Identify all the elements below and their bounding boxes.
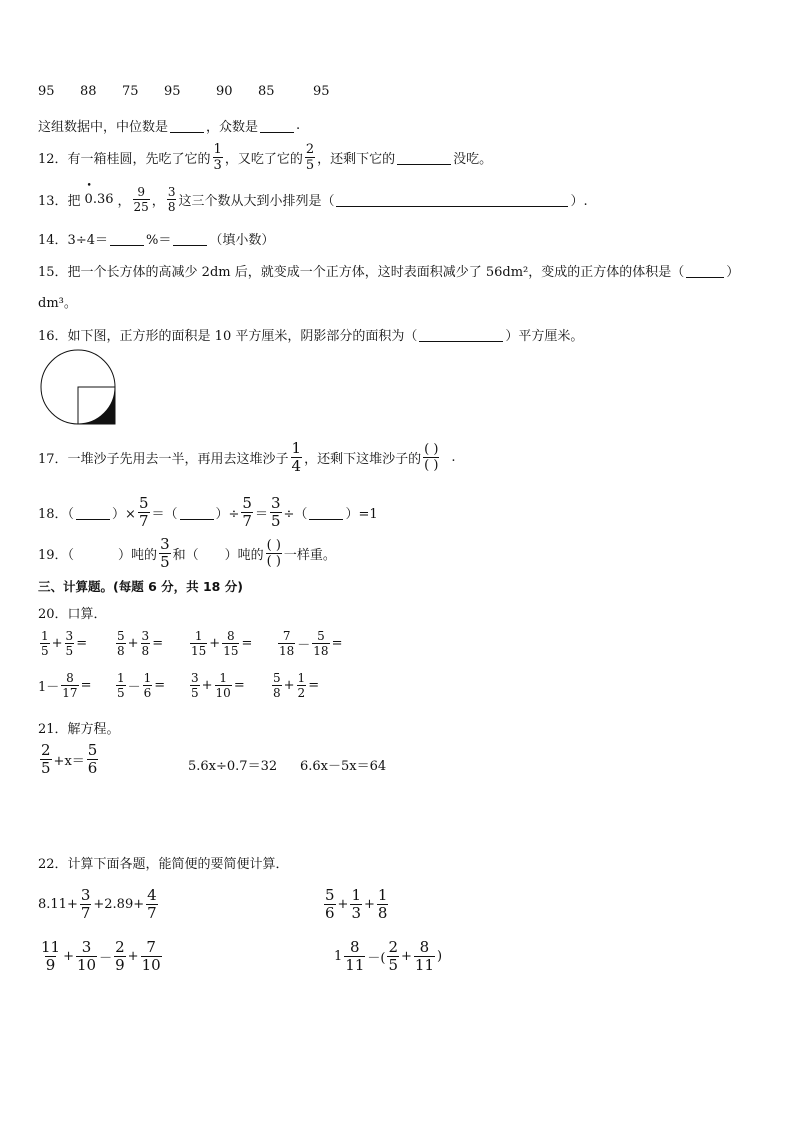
numerator: 5 [242,494,252,512]
question-text: ）吨的 [118,548,158,563]
question-text: ）. [570,194,588,209]
question-15-unit [38,292,77,311]
numerator: 5 [273,671,281,685]
operator: + [51,636,63,651]
question-text: %＝ [145,233,172,248]
question-text: 14．3÷4＝ [38,233,108,248]
answer-blank[interactable] [397,150,451,165]
question-text: ）吨的 [224,548,264,563]
mental-calc-item [114,672,165,699]
numerator: 4 [147,886,157,904]
question-text: ）÷ [215,507,240,522]
fraction [76,940,97,973]
operator: + [401,949,412,964]
answer-blank-decimal[interactable] [173,231,207,246]
denominator: 5 [41,644,49,658]
question-text: ，还剩下这堆沙子的 [304,452,422,467]
denominator: 6 [143,686,152,700]
question-text: 16．如下图，正方形的面积是 10 平方厘米，阴影部分的面积为（ [38,329,418,344]
numerator: 5 [117,629,125,643]
circle-square-figure [38,349,120,429]
question-text: ） [726,265,740,280]
operator: = [331,636,343,651]
denominator: 5 [270,512,281,530]
fraction-blank[interactable] [423,443,439,472]
denominator: 15 [191,644,207,658]
denominator: 11 [345,956,365,974]
question-18 [38,496,378,529]
denominator: 8 [141,644,150,658]
answer-blank[interactable] [180,505,214,520]
fraction [350,888,362,921]
numerator: 1 [41,629,49,643]
operator: + [337,897,349,912]
fraction [190,672,200,699]
question-21-title: 21．解方程。 [38,722,120,737]
fraction [241,496,253,529]
operator: + [201,678,213,693]
data-value: 95 [164,84,181,99]
fraction [114,940,126,973]
question-text: 没吃。 [453,152,493,167]
operator: = [233,678,245,693]
denominator: 6 [325,904,335,922]
denominator-blank[interactable]: ( ) [266,554,281,569]
denominator: 10 [77,956,97,974]
data-value: 75 [122,84,139,99]
shaded-region [78,387,115,424]
fraction [305,143,315,172]
mental-calc-item [270,672,319,699]
numerator: 9 [137,185,145,199]
question-text: ＝（ [151,507,178,522]
fraction [143,672,153,699]
question-20-title: 20．口算． [38,607,107,622]
numerator: 3 [270,494,281,512]
numerator: 3 [141,629,150,643]
data-value: 88 [80,84,97,99]
numerator: 3 [191,671,199,685]
numerator: 3 [81,938,92,956]
fraction [87,743,99,776]
numerator: 2 [305,142,315,157]
question-text: （填小数） [209,233,275,248]
numerator: 1 [117,671,125,685]
fraction [116,630,126,657]
mental-calc-item [114,630,163,657]
denominator: 7 [242,512,252,530]
numerator: 5 [317,629,325,643]
fraction [272,672,282,699]
operator: ) [437,949,443,964]
fraction [65,630,75,657]
question-text: ）=1 [345,507,378,522]
calc-expression-1 [38,888,160,921]
fraction [167,186,177,213]
equation-text: +x＝ [53,754,85,769]
denominator: 8 [167,200,176,214]
equation-2: 5.6x÷0.7＝32 [188,759,278,774]
denominator: 8 [273,686,281,700]
fraction [222,630,239,657]
denominator: 2 [297,686,306,700]
denominator: 7 [138,512,149,530]
calc-expression-2 [322,888,390,921]
operator: + [283,678,295,693]
question-12 [38,143,492,172]
comma: ， [117,194,131,209]
equation-3: 6.6x－5x＝64 [300,759,387,774]
question-text: dm³。 [38,296,77,311]
denominator: 10 [215,686,231,700]
fraction [270,496,282,529]
denominator: 3 [351,904,361,922]
operator: = [154,678,166,693]
section-heading: 三、计算题。(每题 6 分，共 18 分) [38,579,243,594]
fraction [141,940,162,973]
fraction [61,672,78,699]
mental-calc-item [38,672,91,699]
operator: = [152,636,164,651]
question-text: ）× [112,507,136,522]
numerator: 3 [80,886,91,904]
whole-number: 1 [334,949,343,964]
denominator: 4 [291,457,302,475]
question-text: . [296,118,301,133]
denominator: 17 [62,686,78,700]
numerator: 1 [219,671,227,685]
denominator: 8 [117,644,125,658]
repeating-decimal: • 0.36 [85,192,114,207]
question-17 [38,441,456,474]
fraction [40,630,50,657]
question-text: 17．一堆沙子先用去一半，再用去这堆沙子 [38,452,289,467]
operator: + [63,949,74,964]
question-text: 这组数据中，中位数是 [38,120,169,135]
calc-expression-4 [334,940,442,973]
denominator: 6 [87,759,98,777]
numerator: 1 [297,671,306,685]
question-14 [38,229,274,248]
numerator: 1 [351,886,361,904]
denominator: 11 [414,956,434,974]
question-text: ，又吃了它的 [224,152,303,167]
data-value: 95 [38,84,55,99]
numerator: 11 [41,938,61,956]
denominator: 25 [133,200,149,214]
numerator: 8 [350,938,360,956]
answer-blank[interactable] [419,327,503,342]
answer-blank[interactable] [76,505,110,520]
fraction [414,940,435,973]
denominator: 5 [305,158,315,173]
question-11-text [38,116,300,135]
numerator: 7 [146,938,156,956]
denominator: 5 [41,759,51,777]
denominator: 15 [223,644,239,658]
numerator: 7 [282,629,291,643]
denominator: 7 [147,904,157,922]
numerator-blank[interactable]: ( ) [424,442,439,457]
numerator: 2 [388,938,398,956]
fraction-blank[interactable] [266,539,282,568]
fraction [324,888,336,921]
operator: = [80,678,92,693]
denominator: 7 [80,904,91,922]
question-text: 15．把一个长方体的高减少 2dm 后，就变成一个正方体，这时表面积减少了 56dm²，变成的正方体的体积是（ [38,265,685,280]
question-text: 这三个数从大到小排列是（ [178,194,335,209]
operator: = [76,636,88,651]
denominator: 18 [279,644,295,658]
fraction [159,537,171,570]
data-value: 95 [313,84,330,99]
operator: = [308,678,320,693]
answer-blank-percent[interactable] [110,231,144,246]
fraction [377,888,389,921]
numerator: 8 [227,629,235,643]
data-numbers-row [38,84,330,99]
operator: － [297,638,311,653]
question-text: ÷（ [283,507,308,522]
question-16 [38,325,583,344]
question-text: 13．把 [38,194,81,209]
expression-text: 8.11+ [38,897,78,912]
numerator: 8 [66,671,74,685]
question-text: 19．（ [38,548,75,563]
operator: 1－ [38,680,60,695]
numerator-blank[interactable]: ( ) [266,538,281,553]
denominator: 8 [377,904,388,922]
fraction [116,672,126,699]
mental-calc-item [188,672,245,699]
question-text: . [451,450,456,465]
expression-text: +2.89+ [93,897,145,912]
question-text: ，众数是 [206,120,259,135]
operator: － [99,951,113,966]
answer-blank[interactable] [309,505,343,520]
numerator: 1 [194,629,203,643]
fraction [278,630,295,657]
denominator: 9 [45,956,56,974]
denominator: 5 [65,644,74,658]
data-value: 90 [216,84,233,99]
operator: + [364,897,375,912]
fraction [213,143,223,172]
question-15 [38,261,739,280]
fraction [40,743,52,776]
fraction [215,672,232,699]
numerator: 1 [291,439,302,457]
mental-calc-item [38,630,87,657]
numerator: 1 [143,671,152,685]
question-text: ，还剩下它的 [317,152,396,167]
fraction [138,496,150,529]
question-13 [38,186,588,213]
equation-1 [38,743,100,776]
numerator: 3 [160,535,170,553]
fraction [141,630,151,657]
operator: + [127,636,139,651]
operator: + [209,636,221,651]
denominator-blank[interactable]: ( ) [424,458,439,473]
data-value: 85 [258,84,275,99]
operator: －( [367,951,386,966]
fraction [387,940,399,973]
fraction [146,888,158,921]
numerator: 2 [41,741,51,759]
fraction [40,940,61,973]
answer-blank-mode[interactable] [260,118,294,133]
fraction [344,940,365,973]
numerator: 1 [213,142,222,157]
answer-blank-median[interactable] [170,118,204,133]
fraction [312,630,329,657]
numerator: 3 [65,629,74,643]
numerator: 2 [115,938,125,956]
question-19 [38,537,336,570]
question-text: 和（ [172,548,199,563]
numerator: 5 [325,886,335,904]
question-text: 12．有一箱桂圆，先吃了它的 [38,152,211,167]
question-text: ＝ [254,507,268,522]
mental-calc-item [276,630,342,657]
answer-blank[interactable] [336,192,568,207]
denominator: 9 [115,956,125,974]
question-22-title: 22．计算下面各题，能简便的要简便计算． [38,857,289,872]
operator: = [241,636,253,651]
numerator: 1 [377,886,388,904]
fraction [133,186,150,213]
comma: ， [151,194,165,209]
fraction [190,630,207,657]
question-text: 18．（ [38,507,75,522]
numerator: 5 [87,741,98,759]
question-text: ）平方厘米。 [505,329,584,344]
denominator: 10 [141,956,161,974]
operator: + [127,949,139,964]
numerator: 5 [138,494,149,512]
denominator: 5 [388,956,398,974]
answer-blank[interactable] [686,263,724,278]
numerator: 3 [167,185,176,199]
fraction [291,441,303,474]
denominator: 5 [117,686,125,700]
fraction [80,888,92,921]
denominator: 18 [313,644,329,658]
denominator: 5 [160,553,170,571]
denominator: 5 [191,686,199,700]
numerator: 8 [419,938,430,956]
question-text: 一样重。 [283,548,336,563]
denominator: 3 [213,158,222,173]
operator: － [127,680,141,695]
mental-calc-item [188,630,252,657]
fraction [297,672,307,699]
calc-expression-3 [38,940,164,973]
